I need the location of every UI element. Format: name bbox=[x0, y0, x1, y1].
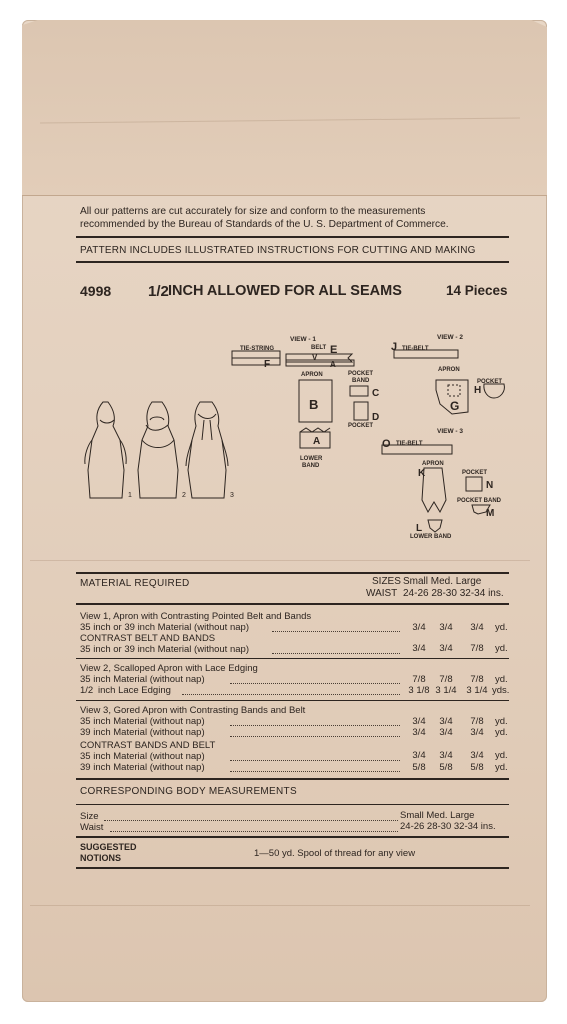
view1-row2-label: 35 inch or 39 inch Material (without nap) bbox=[80, 644, 249, 655]
view3-row1-label: 35 inch Material (without nap) bbox=[80, 716, 205, 727]
body-size-values: Small Med. Large bbox=[400, 810, 475, 821]
view1-row2-small: 3/4 bbox=[412, 643, 426, 654]
leader-dots bbox=[230, 760, 400, 761]
piece-count: 14 Pieces bbox=[446, 283, 508, 298]
rule bbox=[76, 603, 509, 605]
letter-N: N bbox=[486, 480, 494, 491]
view1-sub: CONTRAST BELT AND BANDS bbox=[80, 633, 216, 644]
view3-row4-unit: yd. bbox=[495, 762, 508, 773]
body-waist-values: 24-26 28-30 32-34 ins. bbox=[400, 821, 496, 832]
label-apron-1: APRON bbox=[301, 372, 323, 378]
view2-row1-med: 7/8 bbox=[439, 674, 453, 685]
label-band: BAND bbox=[302, 463, 320, 469]
letter-K: K bbox=[418, 468, 426, 479]
rule bbox=[76, 658, 509, 659]
label-pocket-band-1: POCKET bbox=[348, 371, 374, 377]
body-size-label: Size bbox=[80, 811, 99, 822]
body-heading: CORRESPONDING BODY MEASUREMENTS bbox=[80, 786, 297, 797]
view1-row2-med: 3/4 bbox=[439, 643, 453, 654]
view1-row2-unit: yd. bbox=[495, 643, 508, 654]
figure-number-2: 2 bbox=[182, 492, 186, 499]
view3-row3-small: 3/4 bbox=[412, 750, 426, 761]
rule bbox=[76, 804, 509, 805]
view1-row1-label: 35 inch or 39 inch Material (without nap) bbox=[80, 622, 249, 633]
view1-row1-large: 3/4 bbox=[470, 622, 484, 633]
leader-dots bbox=[272, 653, 400, 654]
view2-row1-small: 7/8 bbox=[412, 674, 426, 685]
label-apron-3: APRON bbox=[422, 461, 444, 467]
figure-view-2 bbox=[138, 402, 178, 498]
leader-dots bbox=[230, 683, 400, 684]
rule bbox=[76, 836, 509, 838]
view2-row2-small: 3 1/8 bbox=[408, 685, 430, 696]
letter-V: V bbox=[312, 353, 318, 362]
seam-allowance: INCH ALLOWED FOR ALL SEAMS bbox=[168, 283, 402, 299]
view2-row2-med: 3 1/4 bbox=[435, 685, 457, 696]
view3-row2-unit: yd. bbox=[495, 727, 508, 738]
rule bbox=[76, 572, 509, 574]
view3-row3-unit: yd. bbox=[495, 750, 508, 761]
label-pocket-2: POCKET bbox=[477, 379, 503, 385]
letter-E: E bbox=[330, 344, 338, 356]
view3-row2-label: 39 inch Material (without nap) bbox=[80, 727, 205, 738]
label-pocket-band-3: POCKET BAND bbox=[457, 498, 502, 504]
letter-H: H bbox=[474, 385, 482, 396]
leader-dots bbox=[272, 631, 400, 632]
seam-fraction: 1/2 bbox=[148, 283, 169, 300]
label-tie-belt-2: TIE-BELT bbox=[402, 346, 429, 352]
label-pocket-1: POCKET bbox=[348, 423, 374, 429]
view1-row1-unit: yd. bbox=[495, 622, 508, 633]
includes-line: PATTERN INCLUDES ILLUSTRATED INSTRUCTIONS FOR CUTTING AND MAKING bbox=[80, 245, 476, 256]
leader-dots bbox=[230, 725, 400, 726]
view3-title: View 3, Gored Apron with Contrasting Bands and Belt bbox=[80, 705, 306, 716]
letter-G: G bbox=[450, 399, 460, 413]
intro-line-2: recommended by the Bureau of Standards of the U. S. Department of Commerce. bbox=[80, 219, 449, 230]
view3-row3-med: 3/4 bbox=[439, 750, 453, 761]
view3-row1-large: 7/8 bbox=[470, 716, 484, 727]
intro-line-1: All our patterns are cut accurately for size and conform to the measurements bbox=[80, 206, 426, 217]
notions-label-1: SUGGESTED bbox=[80, 842, 137, 852]
view3-row2-small: 3/4 bbox=[412, 727, 426, 738]
notions-text: 1—50 yd. Spool of thread for any view bbox=[254, 848, 416, 859]
rule bbox=[76, 778, 509, 780]
letter-C: C bbox=[372, 388, 380, 399]
waist-values: 24-26 28-30 32-34 ins. bbox=[403, 588, 504, 599]
view1-row2-large: 7/8 bbox=[470, 643, 484, 654]
rule bbox=[76, 867, 509, 869]
view2-row1-unit: yd. bbox=[495, 674, 508, 685]
letter-J: J bbox=[391, 341, 398, 353]
figure-view-3 bbox=[186, 402, 228, 498]
view3-row1-med: 3/4 bbox=[439, 716, 453, 727]
view2-row1-large: 7/8 bbox=[470, 674, 484, 685]
label-lower: LOWER bbox=[300, 456, 323, 462]
figure-view-1 bbox=[85, 402, 126, 498]
waist-label: WAIST bbox=[366, 588, 398, 599]
view3-row4-med: 5/8 bbox=[439, 762, 453, 773]
view3-row2-med: 3/4 bbox=[439, 727, 453, 738]
label-view-3: VIEW - 3 bbox=[437, 428, 464, 435]
letter-B: B bbox=[309, 397, 319, 412]
paper-crease bbox=[30, 905, 530, 906]
letter-A: A bbox=[313, 436, 321, 447]
view3-row1-unit: yd. bbox=[495, 716, 508, 727]
label-view-1: VIEW - 1 bbox=[290, 336, 317, 343]
label-belt: BELT bbox=[311, 345, 327, 351]
label-apron-2: APRON bbox=[438, 367, 460, 373]
letter-M: M bbox=[486, 508, 495, 519]
view2-row2-large: 3 1/4 bbox=[466, 685, 488, 696]
view1-title: View 1, Apron with Contrasting Pointed Belt and Bands bbox=[80, 611, 312, 622]
view3-row3-large: 3/4 bbox=[470, 750, 484, 761]
view3-sub: CONTRAST BANDS AND BELT bbox=[80, 740, 216, 751]
label-tie-string: TIE-STRING bbox=[240, 346, 274, 352]
label-tie-belt-3: TIE-BELT bbox=[396, 441, 423, 447]
label-lower-band-3: LOWER BAND bbox=[410, 534, 452, 540]
rule bbox=[76, 700, 509, 701]
material-heading: MATERIAL REQUIRED bbox=[80, 578, 190, 589]
label-pocket-3: POCKET bbox=[462, 470, 488, 476]
view1-row1-small: 3/4 bbox=[412, 622, 426, 633]
paper-crease bbox=[30, 560, 530, 561]
view2-row2-label: inch Lace Edging bbox=[98, 685, 171, 696]
view3-row2-large: 3/4 bbox=[470, 727, 484, 738]
sizes-label: SIZES bbox=[372, 576, 401, 587]
view3-row4-small: 5/8 bbox=[412, 762, 426, 773]
pattern-number: 4998 bbox=[80, 283, 112, 299]
view3-row1-small: 3/4 bbox=[412, 716, 426, 727]
letter-O: O bbox=[382, 438, 391, 450]
figure-number-3: 3 bbox=[230, 492, 234, 499]
leader-dots bbox=[182, 694, 400, 695]
letter-F: F bbox=[264, 359, 271, 370]
view3-row3-label: 35 inch Material (without nap) bbox=[80, 751, 205, 762]
notions-label-2: NOTIONS bbox=[80, 853, 122, 863]
letter-D: D bbox=[372, 412, 380, 423]
leader-dots bbox=[104, 820, 398, 821]
label-view-2: VIEW - 2 bbox=[437, 334, 464, 341]
leader-dots bbox=[230, 771, 400, 772]
leader-dots bbox=[230, 736, 400, 737]
view2-row2-prefix: 1/2 bbox=[80, 685, 94, 696]
sizes-values: Small Med. Large bbox=[403, 576, 482, 587]
letter-L: L bbox=[416, 523, 423, 534]
view1-row1-med: 3/4 bbox=[439, 622, 453, 633]
view2-row1-label: 35 inch Material (without nap) bbox=[80, 674, 205, 685]
label-pocket-band-2: BAND bbox=[352, 378, 370, 384]
view2-row2-unit: yds. bbox=[492, 685, 510, 696]
view3-row4-large: 5/8 bbox=[470, 762, 484, 773]
view2-title: View 2, Scalloped Apron with Lace Edging bbox=[80, 663, 258, 674]
view3-row4-label: 39 inch Material (without nap) bbox=[80, 762, 205, 773]
body-waist-label: Waist bbox=[80, 822, 104, 833]
figure-number-1: 1 bbox=[128, 492, 132, 499]
letter-A-top: A bbox=[330, 360, 336, 369]
leader-dots bbox=[110, 831, 398, 832]
